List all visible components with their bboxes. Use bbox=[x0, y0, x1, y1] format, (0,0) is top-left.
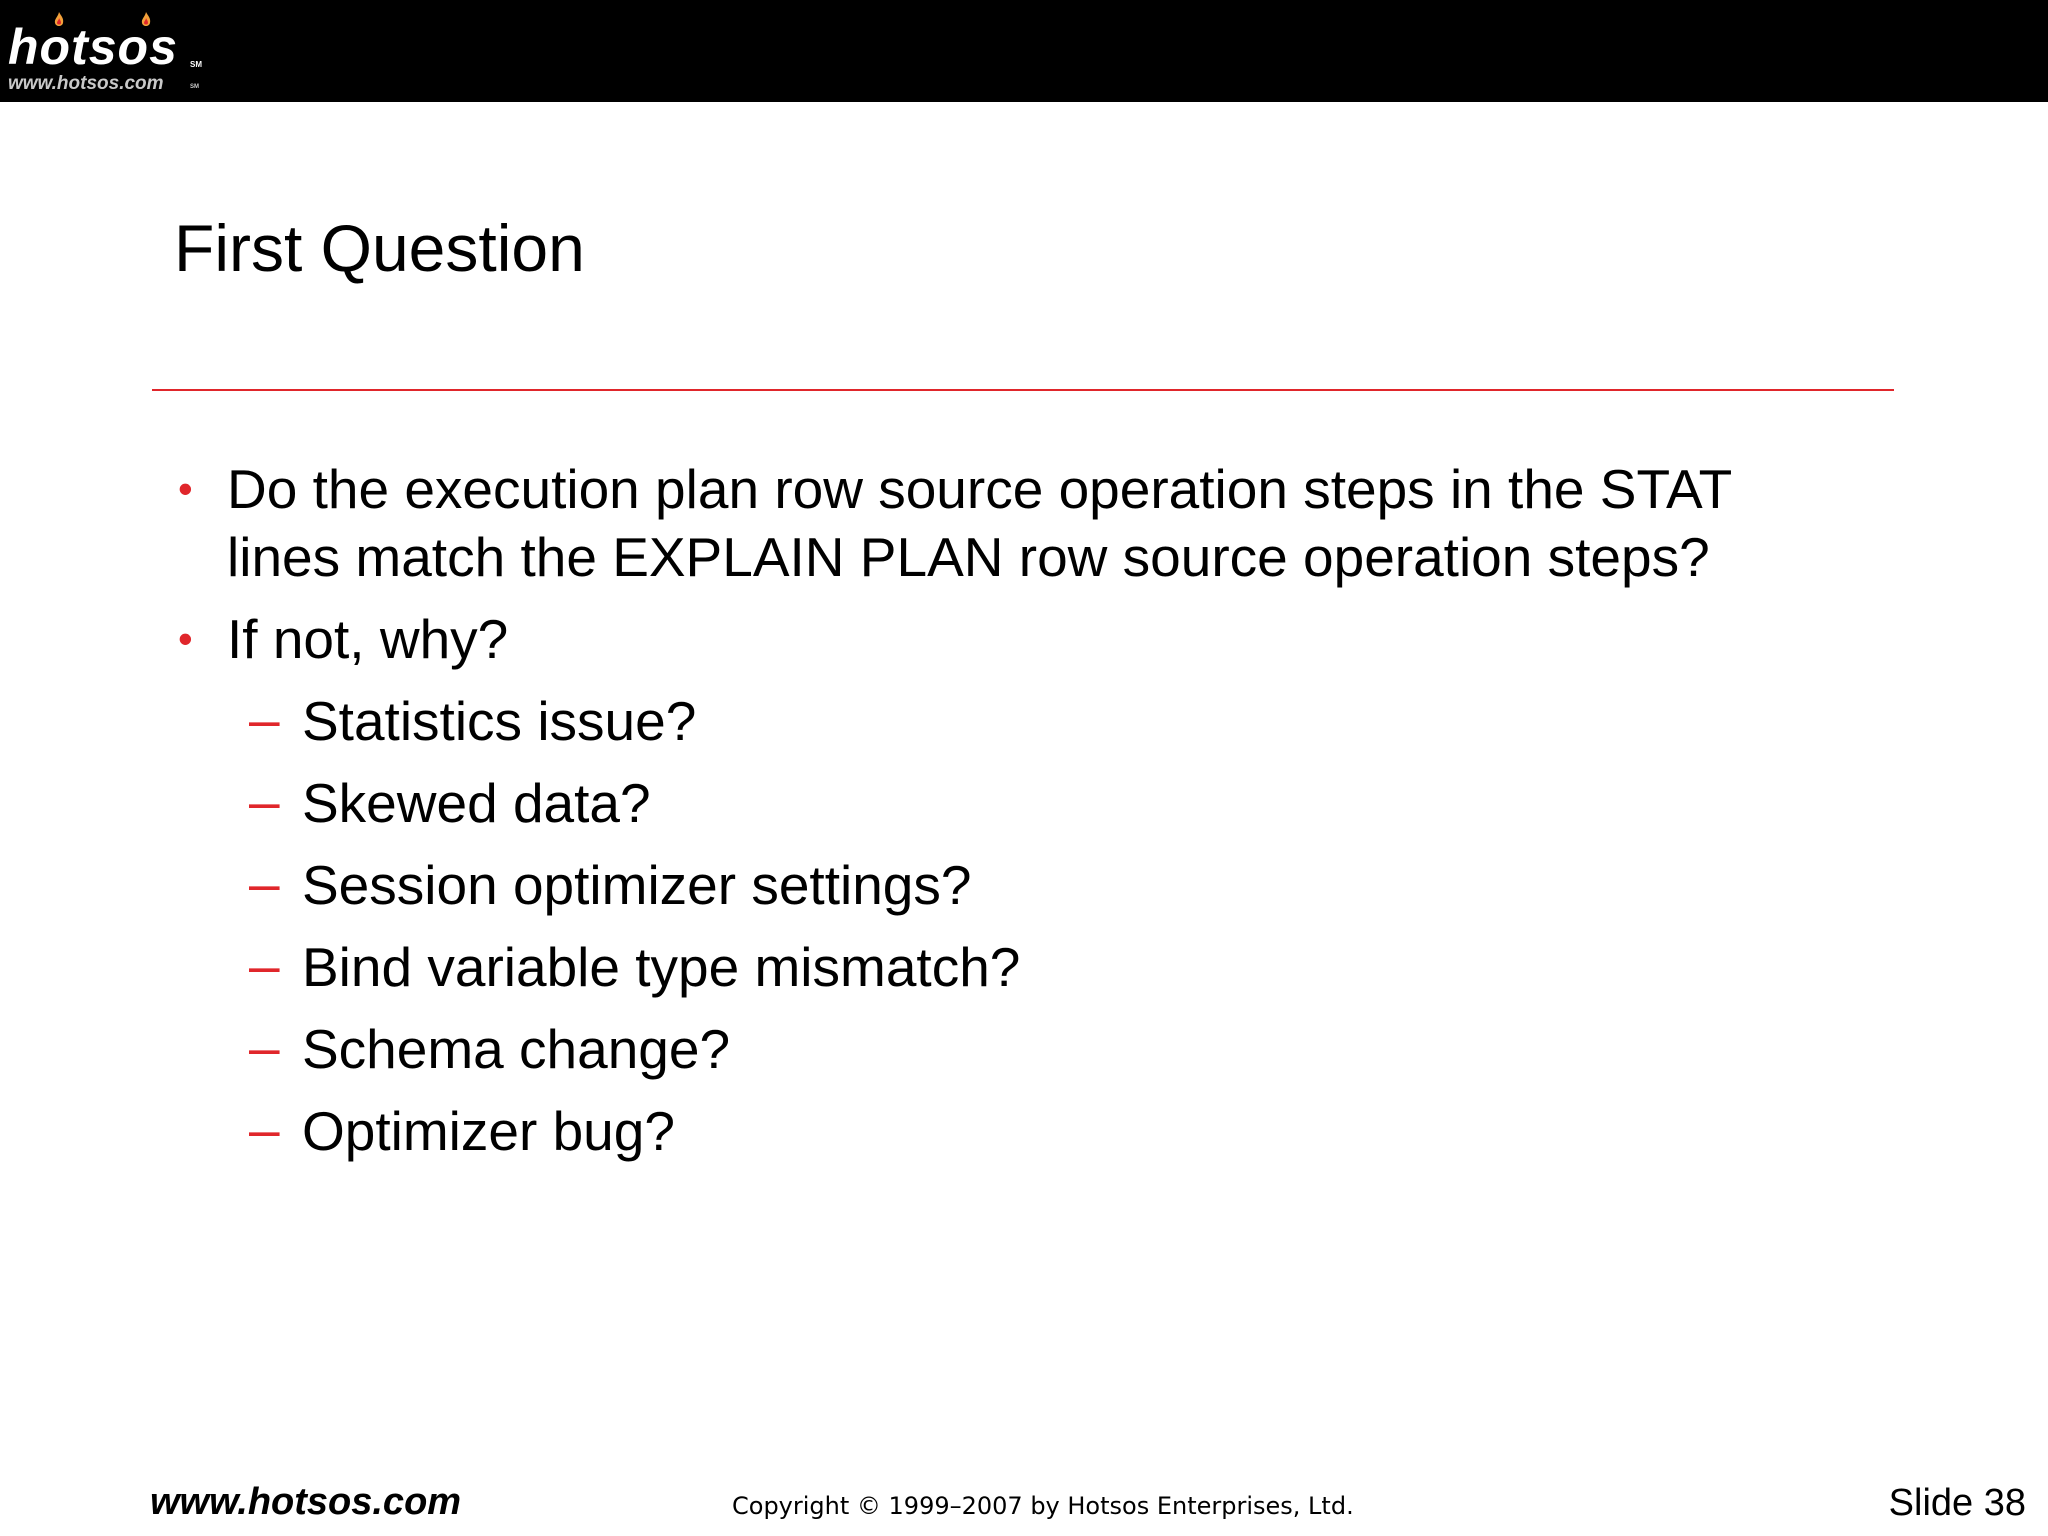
bullet-text: If not, why? bbox=[227, 608, 509, 670]
footer-copyright: Copyright © 1999–2007 by Hotsos Enterprises, Ltd. bbox=[732, 1492, 1354, 1520]
sub-bullet-text: Schema change? bbox=[302, 1018, 731, 1080]
bullet-item bbox=[174, 455, 1854, 591]
bullet-marker: • bbox=[178, 465, 193, 512]
sub-bullet-item bbox=[174, 769, 1854, 837]
sub-bullet-marker: – bbox=[249, 1016, 280, 1078]
slide-title: First Question bbox=[174, 211, 585, 285]
bullet-marker: • bbox=[178, 615, 193, 662]
sub-bullet-item bbox=[174, 851, 1854, 919]
sub-bullet-text: Skewed data? bbox=[302, 772, 651, 834]
header-bar bbox=[0, 0, 2048, 102]
sub-bullet-marker: – bbox=[249, 852, 280, 914]
sub-bullet-marker: – bbox=[249, 1098, 280, 1160]
sub-bullet-item bbox=[174, 933, 1854, 1001]
sub-bullet-text: Optimizer bug? bbox=[302, 1100, 675, 1162]
footer-url: www.hotsos.com bbox=[150, 1481, 462, 1523]
sub-bullet-item bbox=[174, 1097, 1854, 1165]
logo-url-service-mark: SM bbox=[190, 84, 199, 90]
bullet-item bbox=[174, 605, 1854, 673]
logo-wordmark: hotsos bbox=[8, 19, 178, 75]
sub-bullet-marker: – bbox=[249, 770, 280, 832]
bullet-text: Do the execution plan row source operation steps in the STAT lines match the EXPLAIN PLAN row source operation steps? bbox=[227, 458, 1732, 588]
hotsos-logo bbox=[8, 8, 208, 98]
title-divider bbox=[152, 389, 1894, 391]
sub-bullet-item bbox=[174, 687, 1854, 755]
sub-bullet-text: Session optimizer settings? bbox=[302, 854, 972, 916]
sub-bullet-marker: – bbox=[249, 934, 280, 996]
sub-bullet-marker: – bbox=[249, 688, 280, 750]
slide-body bbox=[174, 455, 1854, 1179]
logo-service-mark: SM bbox=[190, 60, 202, 69]
logo-url: www.hotsos.com bbox=[8, 73, 164, 94]
sub-bullet-text: Bind variable type mismatch? bbox=[302, 936, 1021, 998]
sub-bullet-item bbox=[174, 1015, 1854, 1083]
slide-number: Slide 38 bbox=[1888, 1482, 2026, 1524]
sub-bullet-list bbox=[174, 687, 1854, 1165]
sub-bullet-text: Statistics issue? bbox=[302, 690, 697, 752]
